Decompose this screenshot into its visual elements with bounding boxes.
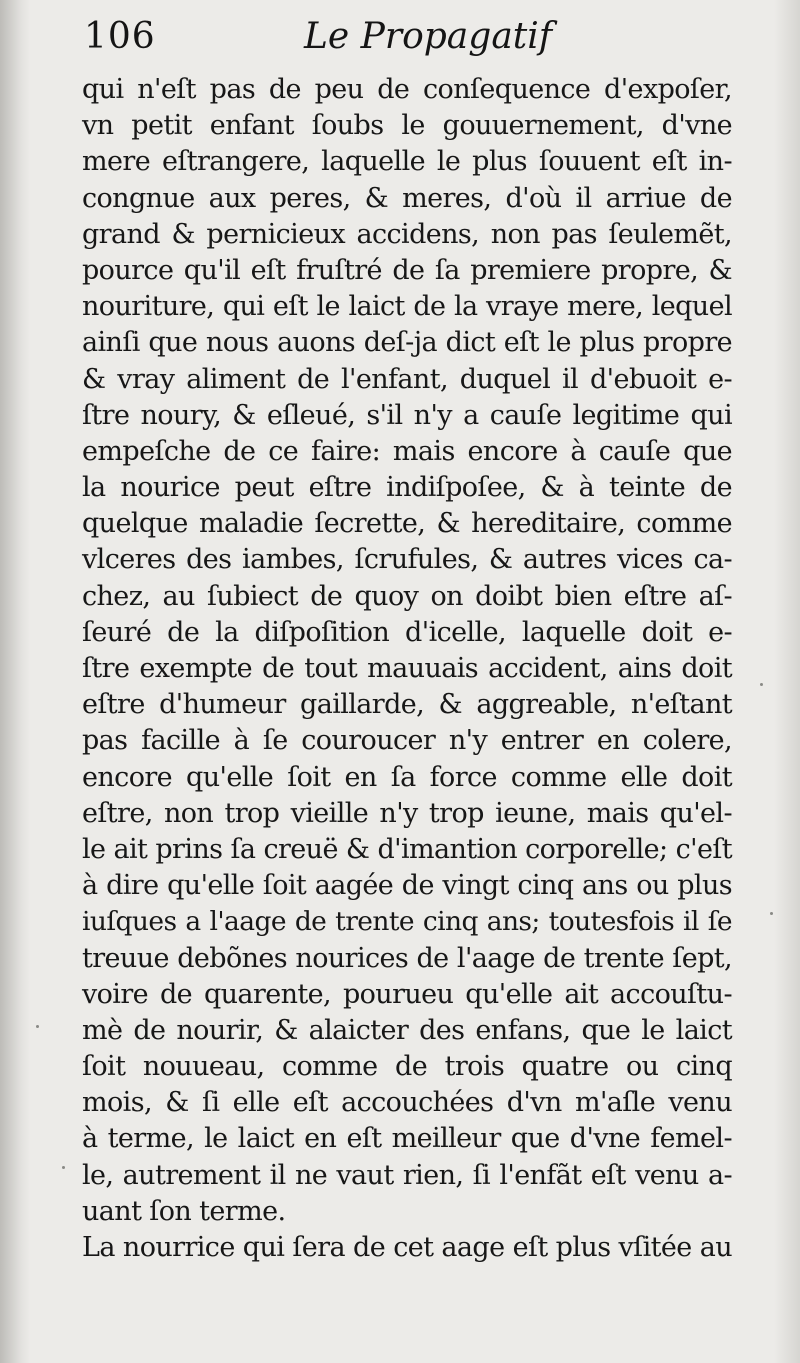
body-text: [82, 72, 732, 1266]
text-line: uant ſon terme.: [82, 1195, 286, 1227]
text-line: à dire qu'elle ſoit aagée de vingt cinq ans ou plus: [82, 870, 732, 902]
text-line: eſtre, non trop vieille n'y trop ieune, mais qu'el-: [82, 797, 732, 829]
text-line: chez, au ſubiect de quoy on doibt bien eſtre aſ-: [82, 580, 732, 612]
text-line: empeſche de ce faire: mais encore à cauſe que: [82, 435, 732, 467]
text-line: le ait prins ſa creuë & d'imantion corporelle; c'eſt: [82, 833, 732, 865]
text-line: & vray aliment de l'enfant, duquel il d'ebuoit e-: [82, 363, 732, 395]
paper-speck: [36, 1025, 39, 1028]
page-number: 106: [84, 16, 156, 57]
text-line: congnue aux peres, & meres, d'où il arriue de: [82, 182, 732, 214]
text-line: quelque maladie ſecrette, & hereditaire, comme: [82, 508, 732, 540]
text-line: ſtre noury, & eſleué, s'il n'y a cauſe legitime qui: [82, 399, 732, 431]
text-line: à terme, le laict en eſt meilleur que d'vne femel-: [82, 1123, 732, 1155]
text-line: voire de quarente, pourueu qu'elle ait accouſtu-: [82, 978, 732, 1010]
text-line: ſeuré de la diſpoſition d'icelle, laquelle doit e-: [82, 616, 732, 648]
text-line: nouriture, qui eſt le laict de la vraye mere, lequel: [82, 291, 732, 323]
text-line: le, autrement il ne vaut rien, ſi l'enfãt eſt venu a-: [82, 1159, 732, 1191]
text-line: mere eſtrangere, laquelle le plus ſouuent eſt in-: [82, 146, 732, 178]
page-edge-shadow: [774, 0, 800, 1363]
paper-speck: [760, 683, 763, 686]
paper-speck: [62, 1166, 65, 1169]
text-line: la nourice peut eſtre indiſpoſee, & à teinte de: [82, 472, 732, 504]
text-line: La nourrice qui ſera de cet aage eſt plus vſitée au: [82, 1232, 732, 1263]
running-head: [84, 12, 724, 72]
text-line: grand & pernicieux accidens, non pas ſeulemẽt,: [82, 218, 732, 250]
text-line: pource qu'il eſt fruſtré de ſa premiere propre, &: [82, 254, 732, 286]
text-line: ſtre exempte de tout mauuais accident, ains doit: [82, 653, 732, 684]
text-line: encore qu'elle ſoit en ſa force comme elle doit: [82, 761, 732, 793]
page-gutter-shadow: [0, 0, 30, 1363]
text-line: mois, & ſi elle eſt accouchées d'vn m'aſle venu: [82, 1087, 732, 1119]
paper-speck: [770, 912, 773, 915]
text-line: mè de nourir, & alaicter des enfans, que le laict: [82, 1014, 732, 1046]
text-line: eſtre d'humeur gaillarde, & aggreable, n'eſtant: [82, 689, 732, 721]
text-line: vlceres des iambes, ſcrufules, & autres vices ca-: [82, 544, 732, 576]
running-title: Le Propagatif: [304, 16, 553, 57]
text-line: vn petit enfant ſoubs le gouuernement, d'vne: [82, 110, 732, 142]
text-line: iuſques a l'aage de trente cinq ans; toutesfois il ſe: [82, 906, 732, 938]
text-line: qui n'eſt pas de peu de conſequence d'expoſer,: [82, 74, 732, 105]
text-line: ſoit nouueau, comme de trois quatre ou cinq: [82, 1051, 732, 1083]
text-line: treuue debõnes nourices de l'aage de trente ſept,: [82, 942, 732, 974]
text-line: pas facille à ſe couroucer n'y entrer en colere,: [82, 725, 732, 757]
text-line: ainſi que nous auons deſ-ja dict eſt le plus propre: [82, 327, 732, 359]
